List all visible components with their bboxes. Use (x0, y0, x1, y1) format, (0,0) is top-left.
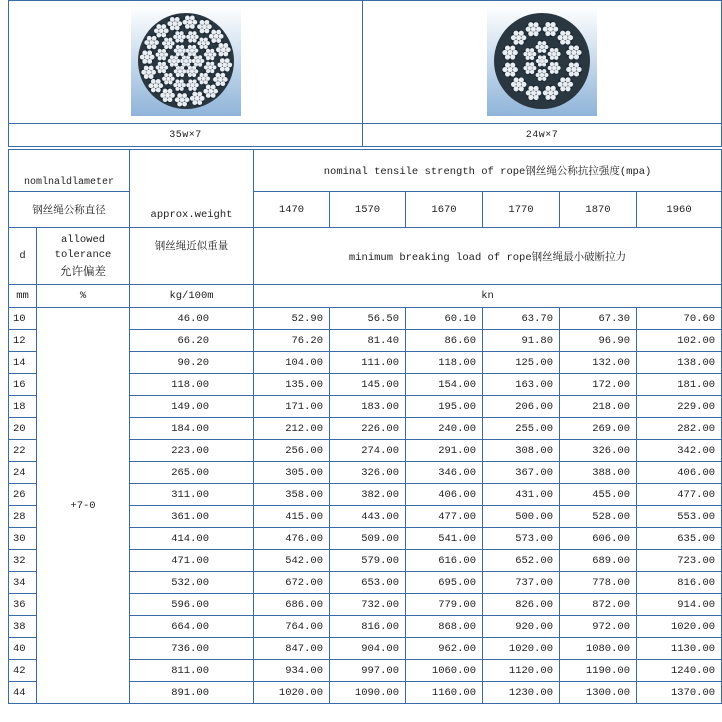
breaking-load-cell: 477.00 (406, 506, 483, 528)
breaking-load-cell: 154.00 (406, 374, 483, 396)
weight-cell: 223.00 (130, 440, 254, 462)
breaking-load-cell: 847.00 (254, 638, 330, 660)
breaking-load-cell: 229.00 (637, 396, 722, 418)
breaking-load-cell: 1060.00 (406, 660, 483, 682)
breaking-load-cell: 553.00 (637, 506, 722, 528)
diameter-cell: 20 (9, 418, 37, 440)
unit-load: kn (254, 285, 722, 308)
breaking-load-cell: 269.00 (560, 418, 637, 440)
breaking-load-cell: 367.00 (483, 462, 560, 484)
breaking-load-cell: 240.00 (406, 418, 483, 440)
breaking-load-cell: 274.00 (330, 440, 406, 462)
breaking-load-cell: 1090.00 (330, 682, 406, 704)
breaking-load-cell: 1370.00 (637, 682, 722, 704)
grade-header: 1670 (406, 192, 483, 228)
breaking-load-cell: 415.00 (254, 506, 330, 528)
breaking-load-cell: 443.00 (330, 506, 406, 528)
breaking-load-cell: 816.00 (330, 616, 406, 638)
diameter-cell: 32 (9, 550, 37, 572)
breaking-load-cell: 826.00 (483, 594, 560, 616)
image-cell-35wx7 (9, 1, 363, 124)
breaking-load-cell: 635.00 (637, 528, 722, 550)
breaking-load-cell: 689.00 (560, 550, 637, 572)
diameter-cell: 24 (9, 462, 37, 484)
grade-header: 1470 (254, 192, 330, 228)
weight-cell: 149.00 (130, 396, 254, 418)
breaking-load-cell: 1160.00 (406, 682, 483, 704)
breaking-load-cell: 764.00 (254, 616, 330, 638)
breaking-load-cell: 163.00 (483, 374, 560, 396)
breaking-load-cell: 135.00 (254, 374, 330, 396)
weight-cell: 361.00 (130, 506, 254, 528)
breaking-load-cell: 723.00 (637, 550, 722, 572)
diameter-cell: 28 (9, 506, 37, 528)
breaking-load-cell: 96.90 (560, 330, 637, 352)
breaking-load-cell: 326.00 (560, 440, 637, 462)
breaking-load-cell: 104.00 (254, 352, 330, 374)
breaking-load-cell: 86.60 (406, 330, 483, 352)
breaking-load-cell: 91.80 (483, 330, 560, 352)
breaking-load-cell: 528.00 (560, 506, 637, 528)
approx-weight-label: approx.weight (130, 150, 254, 228)
breaking-load-cell: 1130.00 (637, 638, 722, 660)
breaking-load-cell: 868.00 (406, 616, 483, 638)
breaking-load-cell: 431.00 (483, 484, 560, 506)
grade-header: 1870 (560, 192, 637, 228)
diameter-cell: 18 (9, 396, 37, 418)
weight-cell: 736.00 (130, 638, 254, 660)
diameter-cell: 14 (9, 352, 37, 374)
nominal-diameter-zh-label: 钢丝绳公称直径 (9, 192, 130, 228)
breaking-load-cell: 118.00 (406, 352, 483, 374)
rope-spec-table (8, 149, 722, 704)
diameter-cell: 44 (9, 682, 37, 704)
breaking-load-cell: 573.00 (483, 528, 560, 550)
breaking-load-cell: 145.00 (330, 374, 406, 396)
breaking-load-cell: 60.10 (406, 308, 483, 330)
breaking-load-cell: 218.00 (560, 396, 637, 418)
breaking-load-cell: 872.00 (560, 594, 637, 616)
breaking-load-cell: 305.00 (254, 462, 330, 484)
diameter-cell: 42 (9, 660, 37, 682)
breaking-load-cell: 388.00 (560, 462, 637, 484)
image-table (8, 0, 722, 147)
breaking-load-cell: 212.00 (254, 418, 330, 440)
breaking-load-cell: 181.00 (637, 374, 722, 396)
weight-cell: 414.00 (130, 528, 254, 550)
weight-cell: 184.00 (130, 418, 254, 440)
breaking-load-cell: 138.00 (637, 352, 722, 374)
breaking-load-cell: 500.00 (483, 506, 560, 528)
image-caption: 35w×7 (9, 124, 363, 147)
breaking-load-cell: 1230.00 (483, 682, 560, 704)
diameter-cell: 30 (9, 528, 37, 550)
breaking-load-cell: 358.00 (254, 484, 330, 506)
breaking-load-header: minimum breaking load of rope钢丝绳最小破断拉力 (254, 228, 722, 285)
breaking-load-cell: 308.00 (483, 440, 560, 462)
weight-cell: 118.00 (130, 374, 254, 396)
breaking-load-cell: 914.00 (637, 594, 722, 616)
breaking-load-cell: 342.00 (637, 440, 722, 462)
table-body (9, 308, 722, 704)
breaking-load-cell: 382.00 (330, 484, 406, 506)
breaking-load-cell: 509.00 (330, 528, 406, 550)
breaking-load-cell: 102.00 (637, 330, 722, 352)
diameter-cell: 10 (9, 308, 37, 330)
breaking-load-cell: 542.00 (254, 550, 330, 572)
unit-weight: kg/100m (130, 285, 254, 308)
breaking-load-cell: 1020.00 (483, 638, 560, 660)
diameter-cell: 40 (9, 638, 37, 660)
breaking-load-cell: 541.00 (406, 528, 483, 550)
breaking-load-cell: 672.00 (254, 572, 330, 594)
diameter-cell: 22 (9, 440, 37, 462)
breaking-load-cell: 779.00 (406, 594, 483, 616)
diameter-cell: 16 (9, 374, 37, 396)
diameter-cell: 26 (9, 484, 37, 506)
breaking-load-cell: 172.00 (560, 374, 637, 396)
breaking-load-cell: 695.00 (406, 572, 483, 594)
breaking-load-cell: 737.00 (483, 572, 560, 594)
weight-cell: 265.00 (130, 462, 254, 484)
grade-header: 1570 (330, 192, 406, 228)
breaking-load-cell: 226.00 (330, 418, 406, 440)
breaking-load-cell: 206.00 (483, 396, 560, 418)
weight-cell: 811.00 (130, 660, 254, 682)
breaking-load-cell: 652.00 (483, 550, 560, 572)
spec-page (8, 0, 721, 704)
breaking-load-cell: 76.20 (254, 330, 330, 352)
approx-weight-zh-label: 钢丝绳近似重量 (130, 228, 254, 285)
image-cell-24wx7 (363, 1, 722, 124)
breaking-load-cell: 1020.00 (254, 682, 330, 704)
breaking-load-cell: 125.00 (483, 352, 560, 374)
nominal-diameter-label: nomlnaldlameter (9, 150, 130, 192)
weight-cell: 311.00 (130, 484, 254, 506)
diameter-cell: 34 (9, 572, 37, 594)
breaking-load-cell: 606.00 (560, 528, 637, 550)
breaking-load-cell: 778.00 (560, 572, 637, 594)
diameter-cell: 36 (9, 594, 37, 616)
breaking-load-cell: 346.00 (406, 462, 483, 484)
weight-cell: 90.20 (130, 352, 254, 374)
breaking-load-cell: 282.00 (637, 418, 722, 440)
grade-header: 1960 (637, 192, 722, 228)
breaking-load-cell: 195.00 (406, 396, 483, 418)
breaking-load-cell: 653.00 (330, 572, 406, 594)
breaking-load-cell: 63.70 (483, 308, 560, 330)
breaking-load-cell: 132.00 (560, 352, 637, 374)
breaking-load-cell: 616.00 (406, 550, 483, 572)
breaking-load-cell: 326.00 (330, 462, 406, 484)
tolerance-zh-label: 允许偏差 (60, 264, 106, 278)
breaking-load-cell: 256.00 (254, 440, 330, 462)
grade-header: 1770 (483, 192, 560, 228)
tolerance-en-label: allowed tolerance (54, 234, 112, 261)
tolerance-value-cell: +7-0 (37, 308, 130, 704)
breaking-load-cell: 111.00 (330, 352, 406, 374)
weight-cell: 891.00 (130, 682, 254, 704)
table-row (9, 308, 722, 330)
tolerance-label (37, 228, 130, 285)
unit-d: mm (9, 285, 37, 308)
breaking-load-cell: 1190.00 (560, 660, 637, 682)
breaking-load-cell: 1240.00 (637, 660, 722, 682)
breaking-load-cell: 997.00 (330, 660, 406, 682)
breaking-load-cell: 81.40 (330, 330, 406, 352)
breaking-load-cell: 1120.00 (483, 660, 560, 682)
diameter-cell: 12 (9, 330, 37, 352)
breaking-load-cell: 406.00 (406, 484, 483, 506)
breaking-load-cell: 476.00 (254, 528, 330, 550)
breaking-load-cell: 579.00 (330, 550, 406, 572)
breaking-load-cell: 816.00 (637, 572, 722, 594)
breaking-load-cell: 972.00 (560, 616, 637, 638)
breaking-load-cell: 255.00 (483, 418, 560, 440)
rope-cross-section-24wx7-icon (487, 6, 597, 116)
breaking-load-cell: 1020.00 (637, 616, 722, 638)
breaking-load-cell: 70.60 (637, 308, 722, 330)
breaking-load-cell: 920.00 (483, 616, 560, 638)
d-label: d (9, 228, 37, 285)
weight-cell: 596.00 (130, 594, 254, 616)
breaking-load-cell: 291.00 (406, 440, 483, 462)
breaking-load-cell: 686.00 (254, 594, 330, 616)
breaking-load-cell: 183.00 (330, 396, 406, 418)
weight-cell: 46.00 (130, 308, 254, 330)
breaking-load-cell: 406.00 (637, 462, 722, 484)
breaking-load-cell: 67.30 (560, 308, 637, 330)
diameter-cell: 38 (9, 616, 37, 638)
breaking-load-cell: 962.00 (406, 638, 483, 660)
breaking-load-cell: 1300.00 (560, 682, 637, 704)
breaking-load-cell: 477.00 (637, 484, 722, 506)
breaking-load-cell: 56.50 (330, 308, 406, 330)
breaking-load-cell: 934.00 (254, 660, 330, 682)
weight-cell: 66.20 (130, 330, 254, 352)
unit-tolerance: % (37, 285, 130, 308)
breaking-load-cell: 1080.00 (560, 638, 637, 660)
breaking-load-cell: 904.00 (330, 638, 406, 660)
breaking-load-cell: 455.00 (560, 484, 637, 506)
rope-cross-section-35wx7-icon (131, 6, 241, 116)
image-caption: 24w×7 (363, 124, 722, 147)
tensile-strength-header: nominal tensile strength of rope钢丝绳公称抗拉强度(mpa) (254, 150, 722, 192)
breaking-load-cell: 732.00 (330, 594, 406, 616)
weight-cell: 664.00 (130, 616, 254, 638)
weight-cell: 532.00 (130, 572, 254, 594)
breaking-load-cell: 52.90 (254, 308, 330, 330)
weight-cell: 471.00 (130, 550, 254, 572)
breaking-load-cell: 171.00 (254, 396, 330, 418)
